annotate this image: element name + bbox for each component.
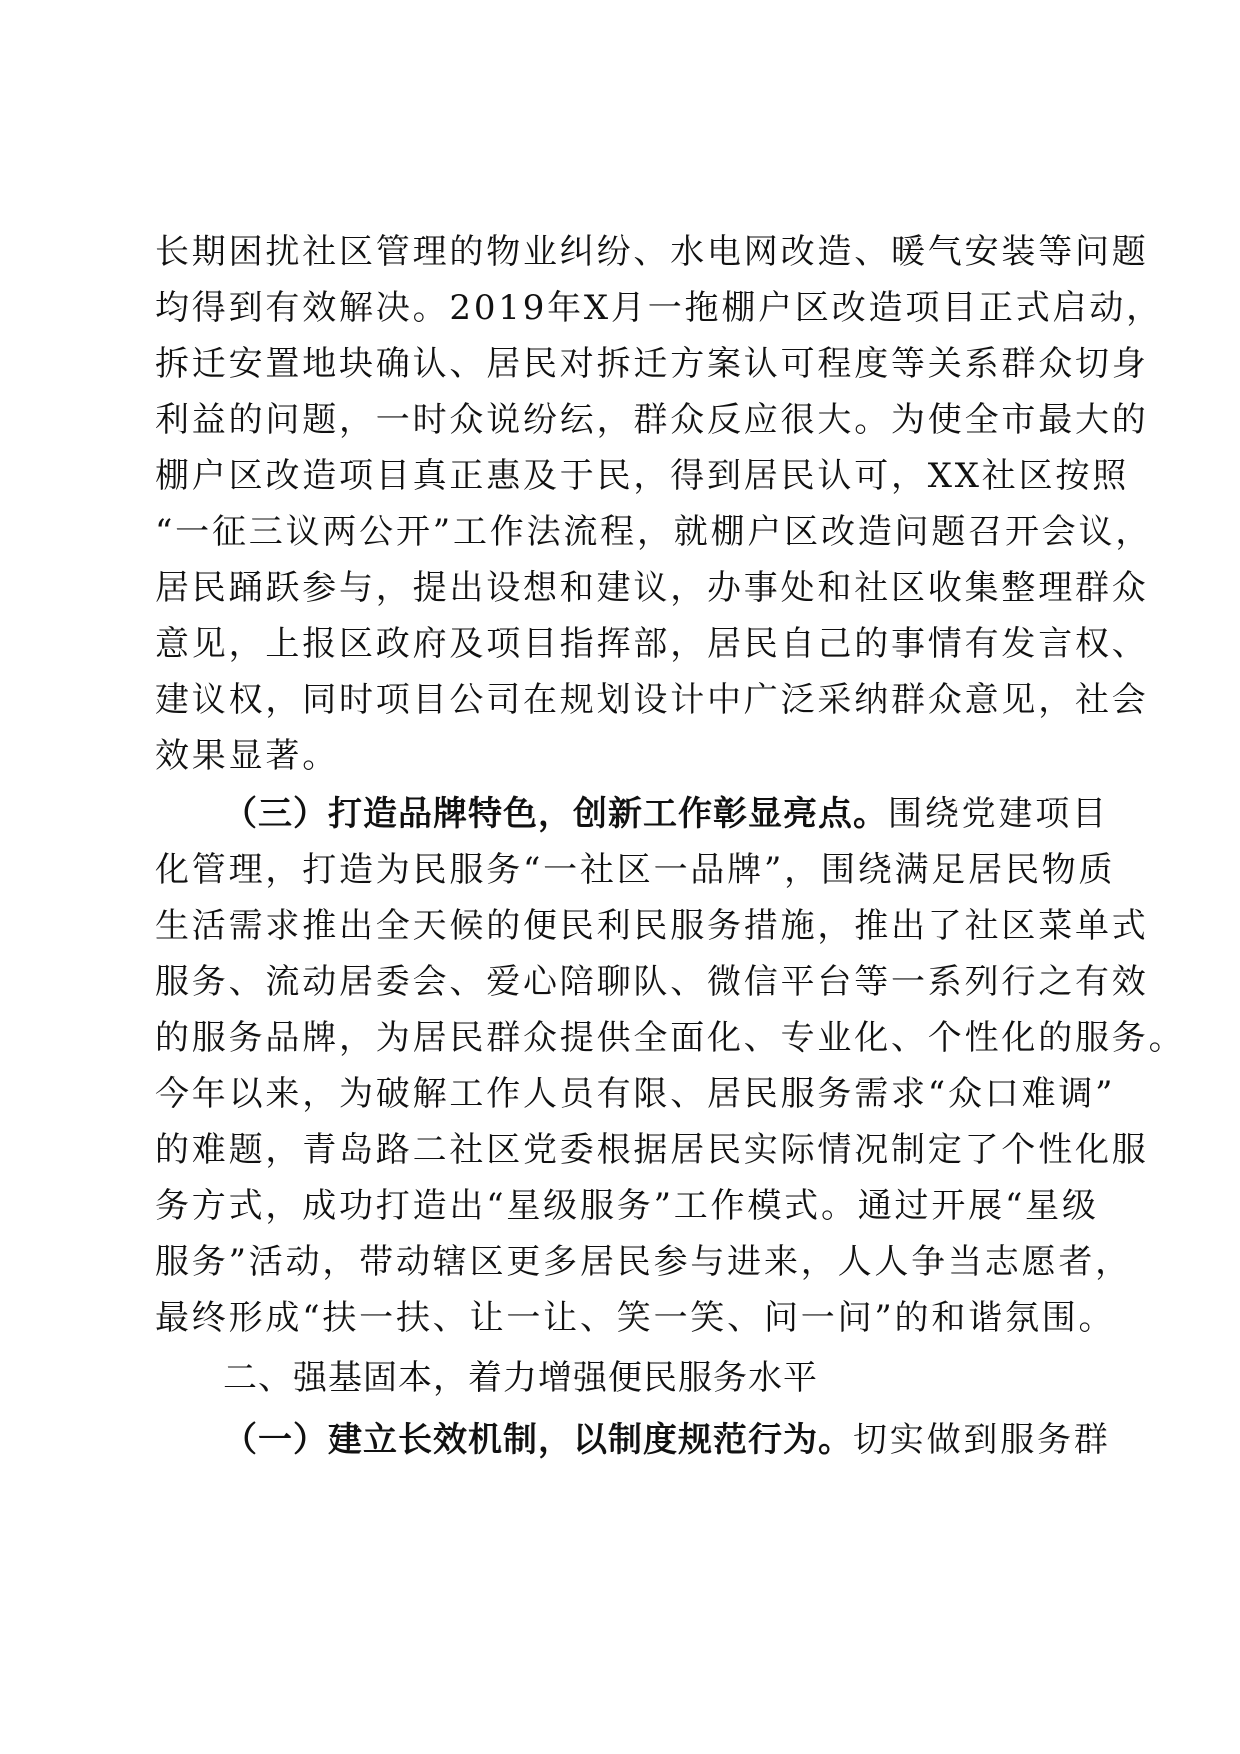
paragraph-text: 围绕党建项目 — [888, 794, 1109, 834]
paragraph-line: 化管理，打造为民服务“一社区一品牌”，围绕满足居民物质 — [155, 850, 1116, 890]
paragraph-line: “一征三议两公开”工作法流程，就棚户区改造问题召开会议， — [155, 512, 1153, 552]
paragraph-line: 长期困扰社区管理的物业纠纷、水电网改造、暖气安装等问题 — [155, 232, 1149, 272]
paragraph-line: 今年以来，为破解工作人员有限、居民服务需求“众口难调” — [155, 1074, 1116, 1114]
paragraph-line: 意见，上报区政府及项目指挥部，居民自己的事情有发言权、 — [155, 624, 1149, 664]
paragraph-line: 利益的问题，一时众说纷纭，群众反应很大。为使全市最大的 — [155, 400, 1149, 440]
paragraph-line: 务方式，成功打造出“星级服务”工作模式。通过开展“星级 — [155, 1186, 1099, 1226]
paragraph-line: 建议权，同时项目公司在规划设计中广泛采纳群众意见，社会 — [155, 680, 1149, 720]
paragraph-line: 居民踊跃参与，提出设想和建议，办事处和社区收集整理群众 — [155, 568, 1149, 608]
paragraph-line: 最终形成“扶一扶、让一让、笑一笑、问一问”的和谐氛围。 — [155, 1298, 1116, 1338]
subsection-heading: （一）建立长效机制，以制度规范行为。 — [223, 1420, 853, 1460]
paragraph-line: 拆迁安置地块确认、居民对拆迁方案认可程度等关系群众切身 — [155, 344, 1149, 384]
section-heading: 二、强基固本，着力增强便民服务水平 — [223, 1358, 818, 1398]
paragraph-line: 的服务品牌，为居民群众提供全面化、专业化、个性化的服务。 — [155, 1018, 1186, 1058]
paragraph-line: 均得到有效解决。2019年X月一拖棚户区改造项目正式启动， — [155, 288, 1163, 328]
paragraph-line: 服务、流动居委会、爱心陪聊队、微信平台等一系列行之有效 — [155, 962, 1149, 1002]
subsection-heading: （三）打造品牌特色，创新工作彰显亮点。 — [223, 794, 888, 834]
paragraph-line: 生活需求推出全天候的便民利民服务措施，推出了社区菜单式 — [155, 906, 1149, 946]
paragraph-line: 效果显著。 — [155, 736, 339, 776]
paragraph-first-line — [223, 1412, 1111, 1468]
paragraph-line: 服务”活动，带动辖区更多居民参与进来，人人争当志愿者， — [155, 1242, 1132, 1282]
paragraph-line: 棚户区改造项目真正惠及于民，得到居民认可，XX社区按照 — [155, 456, 1130, 496]
paragraph-text: 切实做到服务群 — [853, 1420, 1111, 1460]
paragraph-first-line — [223, 786, 1109, 842]
paragraph-line: 的难题，青岛路二社区党委根据居民实际情况制定了个性化服 — [155, 1130, 1149, 1170]
